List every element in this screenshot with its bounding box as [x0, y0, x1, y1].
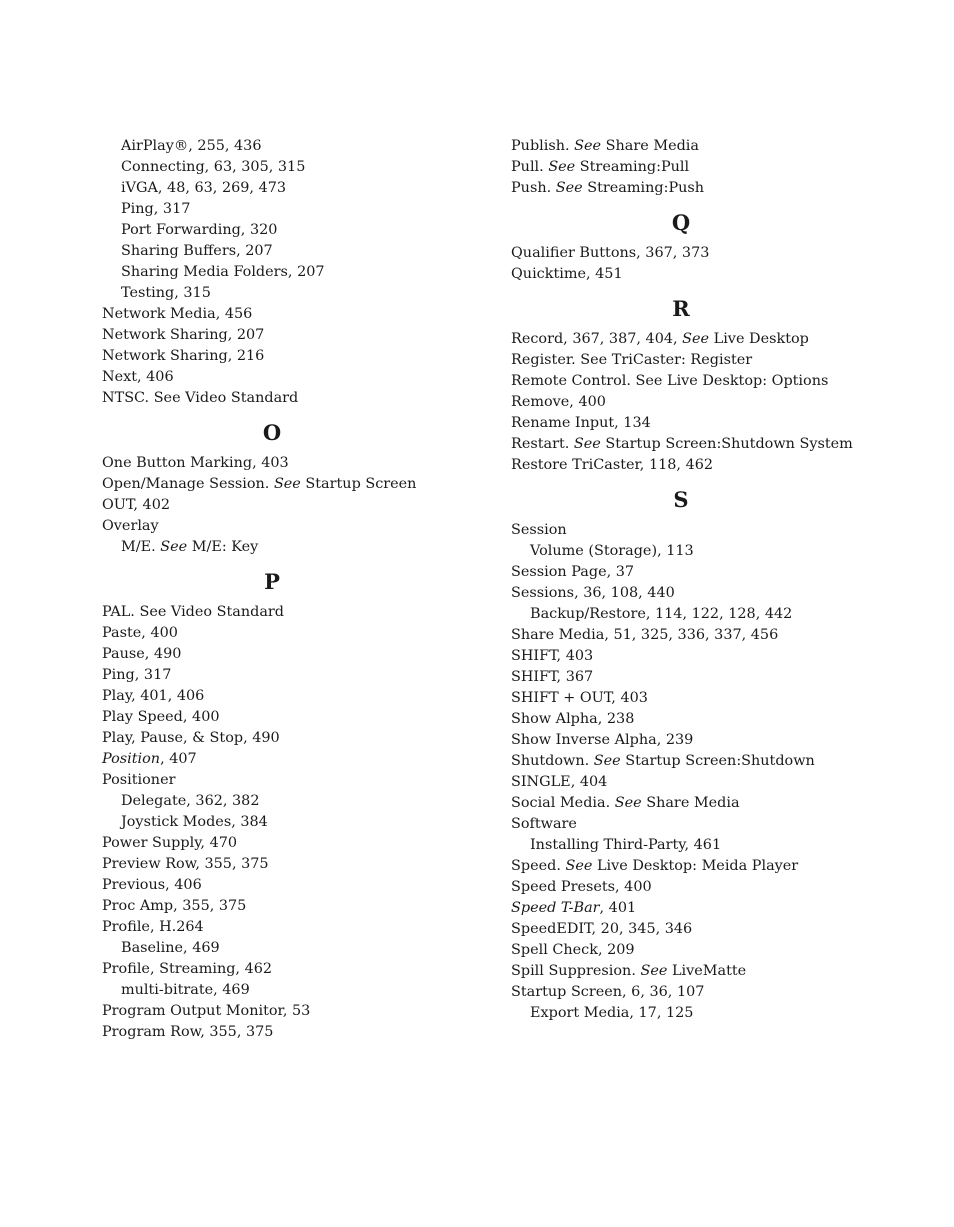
entry-term: Record, 367, 387, 404, — [511, 331, 683, 347]
index-entry: Network Sharing, 207 — [102, 327, 265, 343]
index-entry — [511, 178, 931, 199]
index-column-left — [102, 136, 482, 1043]
index-entry: SHIFT, 403 — [511, 648, 594, 664]
entry-term-italic: Position — [102, 751, 161, 767]
entry-term-italic: Speed T-Bar — [511, 900, 600, 916]
entry-term: Push. — [511, 180, 556, 196]
index-entry: Remote Control. See Live Desktop: Options — [511, 373, 829, 389]
index-subentry: multi-bitrate, 469 — [121, 982, 250, 998]
index-entry: Show Alpha, 238 — [511, 711, 635, 727]
index-entry: Share Media, 51, 325, 336, 337, 456 — [511, 627, 779, 643]
index-subentry: Joystick Modes, 384 — [121, 814, 268, 830]
section-letter-heading: S — [673, 487, 689, 512]
entry-target: Share Media — [601, 138, 699, 154]
see-reference: See — [273, 476, 301, 492]
entry-target: Startup Screen — [300, 476, 417, 492]
index-entry — [511, 434, 931, 455]
index-entry: SHIFT + OUT, 403 — [511, 690, 648, 706]
index-entry: Profile, Streaming, 462 — [102, 961, 273, 977]
index-subentry: Connecting, 63, 305, 315 — [121, 159, 306, 175]
see-reference: See — [555, 180, 583, 196]
index-subentry: Delegate, 362, 382 — [121, 793, 260, 809]
index-entry: Play Speed, 400 — [102, 709, 220, 725]
index-entry — [511, 856, 931, 877]
index-entry: Rename Input, 134 — [511, 415, 651, 431]
index-entry: Profile, H.264 — [102, 919, 204, 935]
index-entry: Positioner — [102, 772, 176, 788]
index-entry: One Button Marking, 403 — [102, 455, 289, 471]
index-entry: SINGLE, 404 — [511, 774, 608, 790]
index-entry: Session — [511, 522, 567, 538]
index-entry: Register. See TriCaster: Register — [511, 352, 753, 368]
index-entry: Previous, 406 — [102, 877, 202, 893]
entry-target: Share Media — [641, 795, 740, 811]
index-entry: Startup Screen, 6, 36, 107 — [511, 984, 705, 1000]
index-entry: Session Page, 37 — [511, 564, 635, 580]
index-entry: SpeedEDIT, 20, 345, 346 — [511, 921, 693, 937]
index-subentry: Sharing Media Folders, 207 — [121, 264, 325, 280]
index-entry: Network Sharing, 216 — [102, 348, 265, 364]
index-entry — [511, 329, 931, 350]
entry-term: Spill Suppresion. — [511, 963, 641, 979]
index-subentry — [102, 537, 482, 558]
index-subentry: AirPlay®, 255, 436 — [121, 138, 262, 154]
index-entry: Restore TriCaster, 118, 462 — [511, 457, 714, 473]
index-entry: Program Row, 355, 375 — [102, 1024, 274, 1040]
index-entry: Power Supply, 470 — [102, 835, 238, 851]
index-entry — [511, 157, 931, 178]
index-subentry: Installing Third-Party, 461 — [530, 837, 722, 853]
entry-target: Live Desktop: Meida Player — [592, 858, 799, 874]
index-subentry: Export Media, 17, 125 — [530, 1005, 694, 1021]
index-subentry: iVGA, 48, 63, 269, 473 — [121, 180, 287, 196]
see-reference: See — [640, 963, 668, 979]
index-entry: NTSC. See Video Standard — [102, 390, 299, 406]
see-reference: See — [614, 795, 642, 811]
index-subentry: Port Forwarding, 320 — [121, 222, 278, 238]
index-column-right — [511, 136, 931, 1024]
entry-target: Live Desktop — [709, 331, 809, 347]
index-entry: Network Media, 456 — [102, 306, 253, 322]
entry-term: Restart. — [511, 436, 574, 452]
index-entry: Play, Pause, & Stop, 490 — [102, 730, 280, 746]
index-entry: Pause, 490 — [102, 646, 182, 662]
section-letter-heading: P — [264, 569, 280, 594]
see-reference: See — [160, 539, 188, 555]
index-entry: Quicktime, 451 — [511, 266, 623, 282]
index-entry: Proc Amp, 355, 375 — [102, 898, 247, 914]
see-reference: See — [548, 159, 576, 175]
see-reference: See — [573, 436, 601, 452]
entry-target: , 407 — [160, 751, 197, 767]
entry-term: Open/Manage Session. — [102, 476, 274, 492]
index-entry: Next, 406 — [102, 369, 174, 385]
entry-target: M/E: Key — [187, 539, 259, 555]
index-subentry: Volume (Storage), 113 — [530, 543, 694, 559]
index-entry: Preview Row, 355, 375 — [102, 856, 269, 872]
index-entry: OUT, 402 — [102, 497, 171, 513]
entry-term: Social Media. — [511, 795, 615, 811]
index-entry: Play, 401, 406 — [102, 688, 205, 704]
index-entry — [102, 474, 482, 495]
index-entry — [511, 751, 931, 772]
index-subentry: Sharing Buffers, 207 — [121, 243, 273, 259]
index-entry: Paste, 400 — [102, 625, 178, 641]
see-reference: See — [565, 858, 593, 874]
entry-term: M/E. — [121, 539, 161, 555]
entry-target: LiveMatte — [667, 963, 747, 979]
index-entry — [511, 793, 931, 814]
index-subentry: Baseline, 469 — [121, 940, 220, 956]
see-reference: See — [574, 138, 602, 154]
section-letter-heading: R — [672, 296, 690, 321]
index-entry: Overlay — [102, 518, 159, 534]
index-subentry: Testing, 315 — [121, 285, 211, 301]
index-entry: Show Inverse Alpha, 239 — [511, 732, 694, 748]
index-entry — [102, 749, 482, 770]
entry-target: , 401 — [599, 900, 637, 916]
entry-term: Publish. — [511, 138, 575, 154]
entry-target: Startup Screen:Shutdown System — [600, 436, 853, 452]
entry-target: Streaming:Pull — [575, 159, 690, 175]
entry-target: Streaming:Push — [582, 180, 705, 196]
index-subentry: Ping, 317 — [121, 201, 191, 217]
index-entry — [511, 898, 931, 919]
entry-term: Shutdown. — [511, 753, 594, 769]
index-entry: Remove, 400 — [511, 394, 606, 410]
index-entry: PAL. See Video Standard — [102, 604, 285, 620]
see-reference: See — [593, 753, 621, 769]
entry-target: Startup Screen:Shutdown — [620, 753, 815, 769]
entry-term: Pull. — [511, 159, 549, 175]
section-letter-heading: O — [262, 420, 282, 445]
index-entry — [511, 961, 931, 982]
index-entry: Software — [511, 816, 577, 832]
index-entry: Program Output Monitor, 53 — [102, 1003, 311, 1019]
see-reference: See — [682, 331, 710, 347]
index-subentry: Backup/Restore, 114, 122, 128, 442 — [530, 606, 793, 622]
index-entry: Spell Check, 209 — [511, 942, 635, 958]
section-letter-heading: Q — [671, 210, 691, 235]
index-entry: Sessions, 36, 108, 440 — [511, 585, 675, 601]
entry-term: Speed. — [511, 858, 566, 874]
index-entry: Qualifier Buttons, 367, 373 — [511, 245, 710, 261]
index-entry — [511, 136, 931, 157]
index-entry: Ping, 317 — [102, 667, 172, 683]
index-entry: Speed Presets, 400 — [511, 879, 652, 895]
index-entry: SHIFT, 367 — [511, 669, 594, 685]
